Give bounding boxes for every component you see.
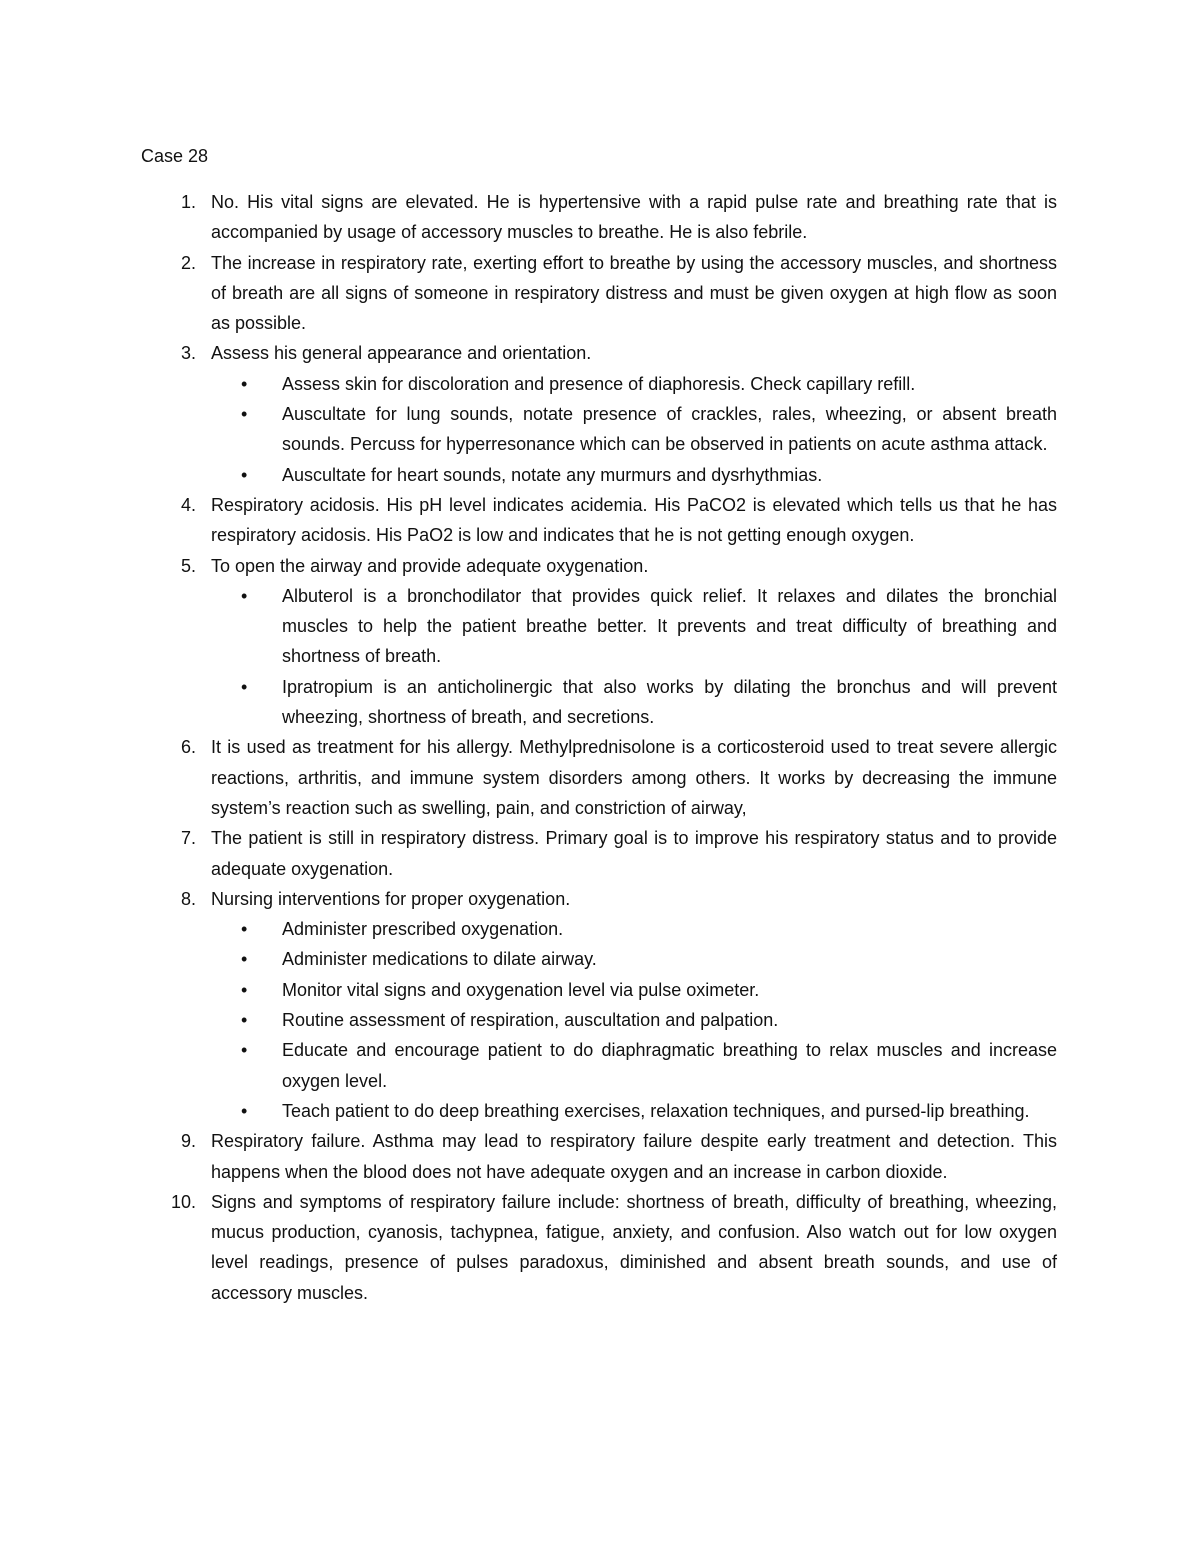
answer-number: 7. [180,828,196,849]
answer-number: 3. [180,343,196,364]
answer-item [0,823,1057,884]
bullet-text: Teach patient to do deep breathing exercises, relaxation techniques, and pursed-lip breathing. [282,1100,1030,1121]
answer-text: Signs and symptoms of respiratory failure include: shortness of breath, difficulty of breathing, wheezing, mucus production, cyanosis, tachypnea, fatigue, anxiety, and confusion. Also watch out for low oxygen level readings, presence of pulses paradoxus, diminished and absent breath sounds, and use of accessory muscles. [211,1191,1057,1303]
bullet-text: Administer prescribed oxygenation. [282,919,564,940]
bullet-icon: • [241,585,248,606]
bullet-icon: • [241,676,248,697]
bullet-text: Monitor vital signs and oxygenation level via pulse oximeter. [282,979,760,1000]
bullet-item [241,581,1057,672]
answer-item [0,490,1057,551]
bullet-list [211,369,1057,490]
answer-item [0,884,1057,1126]
answer-item [0,1126,1057,1187]
answer-text: To open the airway and provide adequate oxygenation. [211,555,649,576]
answer-item [0,248,1057,339]
answer-list [0,187,1200,1308]
answer-number: 2. [180,252,196,273]
bullet-item [241,672,1057,733]
bullet-icon: • [241,949,248,970]
answer-text: The increase in respiratory rate, exerting effort to breathe by using the accessory muscles, and shortness of breath are all signs of someone in respiratory distress and must be given oxygen at high flow as soon as possible. [211,252,1057,334]
bullet-icon: • [241,1100,248,1121]
bullet-text: Assess skin for discoloration and presence of diaphoresis. Check capillary refill. [282,373,916,394]
bullet-icon: • [241,1040,248,1061]
answer-text: It is used as treatment for his allergy. Methylprednisolone is a corticosteroid used to treat severe allergic reactions, arthritis, and immune system disorders among others. It works by decreasing the immune system’s reaction such as swelling, pain, and constriction of airway, [211,737,1057,818]
bullet-item [241,1096,1057,1126]
bullet-text: Auscultate for lung sounds, notate presence of crackles, rales, wheezing, or absent breath sounds. Percuss for hyperresonance which can be observed in patients on acute asthma attack. [282,404,1057,455]
answer-text: Respiratory failure. Asthma may lead to respiratory failure despite early treatment and detection. This happens when the blood does not have adequate oxygen and an increase in carbon dioxide. [211,1131,1057,1182]
answer-text: The patient is still in respiratory distress. Primary goal is to improve his respiratory status and to provide adequate oxygenation. [211,828,1057,879]
answer-number: 5. [180,555,196,576]
answer-item [0,1187,1057,1308]
answer-number: 9. [180,1131,196,1152]
answer-number: 6. [180,737,196,758]
bullet-text: Auscultate for heart sounds, notate any murmurs and dysrhythmias. [282,464,823,485]
bullet-item [241,460,1057,490]
answer-number: 8. [180,888,196,909]
bullet-item [241,944,1057,974]
answer-text: Assess his general appearance and orientation. [211,343,592,364]
answer-number: 4. [180,494,196,515]
document-title: Case 28 [141,146,209,166]
bullet-icon: • [241,979,248,1000]
bullet-text: Albuterol is a bronchodilator that provides quick relief. It relaxes and dilates the bronchial muscles to help the patient breathe better. It prevents and treat difficulty of breathing and shortness of breath. [282,585,1057,667]
answer-item [0,732,1057,823]
bullet-item [241,1035,1057,1096]
bullet-text: Ipratropium is an anticholinergic that also works by dilating the bronchus and will prevent wheezing, shortness of breath, and secretions. [282,676,1057,728]
answer-text: No. His vital signs are elevated. He is hypertensive with a rapid pulse rate and breathing rate that is accompanied by usage of accessory muscles to breathe. He is also febrile. [211,192,1057,243]
bullet-item [241,975,1057,1005]
bullet-icon: • [241,1010,248,1031]
answer-item [0,338,1057,489]
bullet-list [211,581,1057,732]
bullet-item [241,1005,1057,1035]
bullet-text: Administer medications to dilate airway. [282,949,597,970]
bullet-icon: • [241,919,248,940]
answer-number: 10. [170,1191,196,1212]
answer-number: 1. [180,192,196,212]
bullet-list [211,914,1057,1126]
bullet-text: Routine assessment of respiration, auscultation and palpation. [282,1010,779,1031]
bullet-item [241,914,1057,944]
bullet-item [241,399,1057,460]
bullet-icon: • [241,373,248,394]
answer-item [0,187,1057,248]
answer-item [0,551,1057,733]
bullet-icon: • [241,404,248,425]
bullet-icon: • [241,464,248,485]
bullet-item [241,369,1057,399]
bullet-text: Educate and encourage patient to do diaphragmatic breathing to relax muscles and increase oxygen level. [282,1040,1057,1091]
answer-text: Nursing interventions for proper oxygenation. [211,888,571,909]
answer-text: Respiratory acidosis. His pH level indicates acidemia. His PaCO2 is elevated which tells us that he has respiratory acidosis. His PaO2 is low and indicates that he is not getting enough oxygen. [211,494,1057,546]
